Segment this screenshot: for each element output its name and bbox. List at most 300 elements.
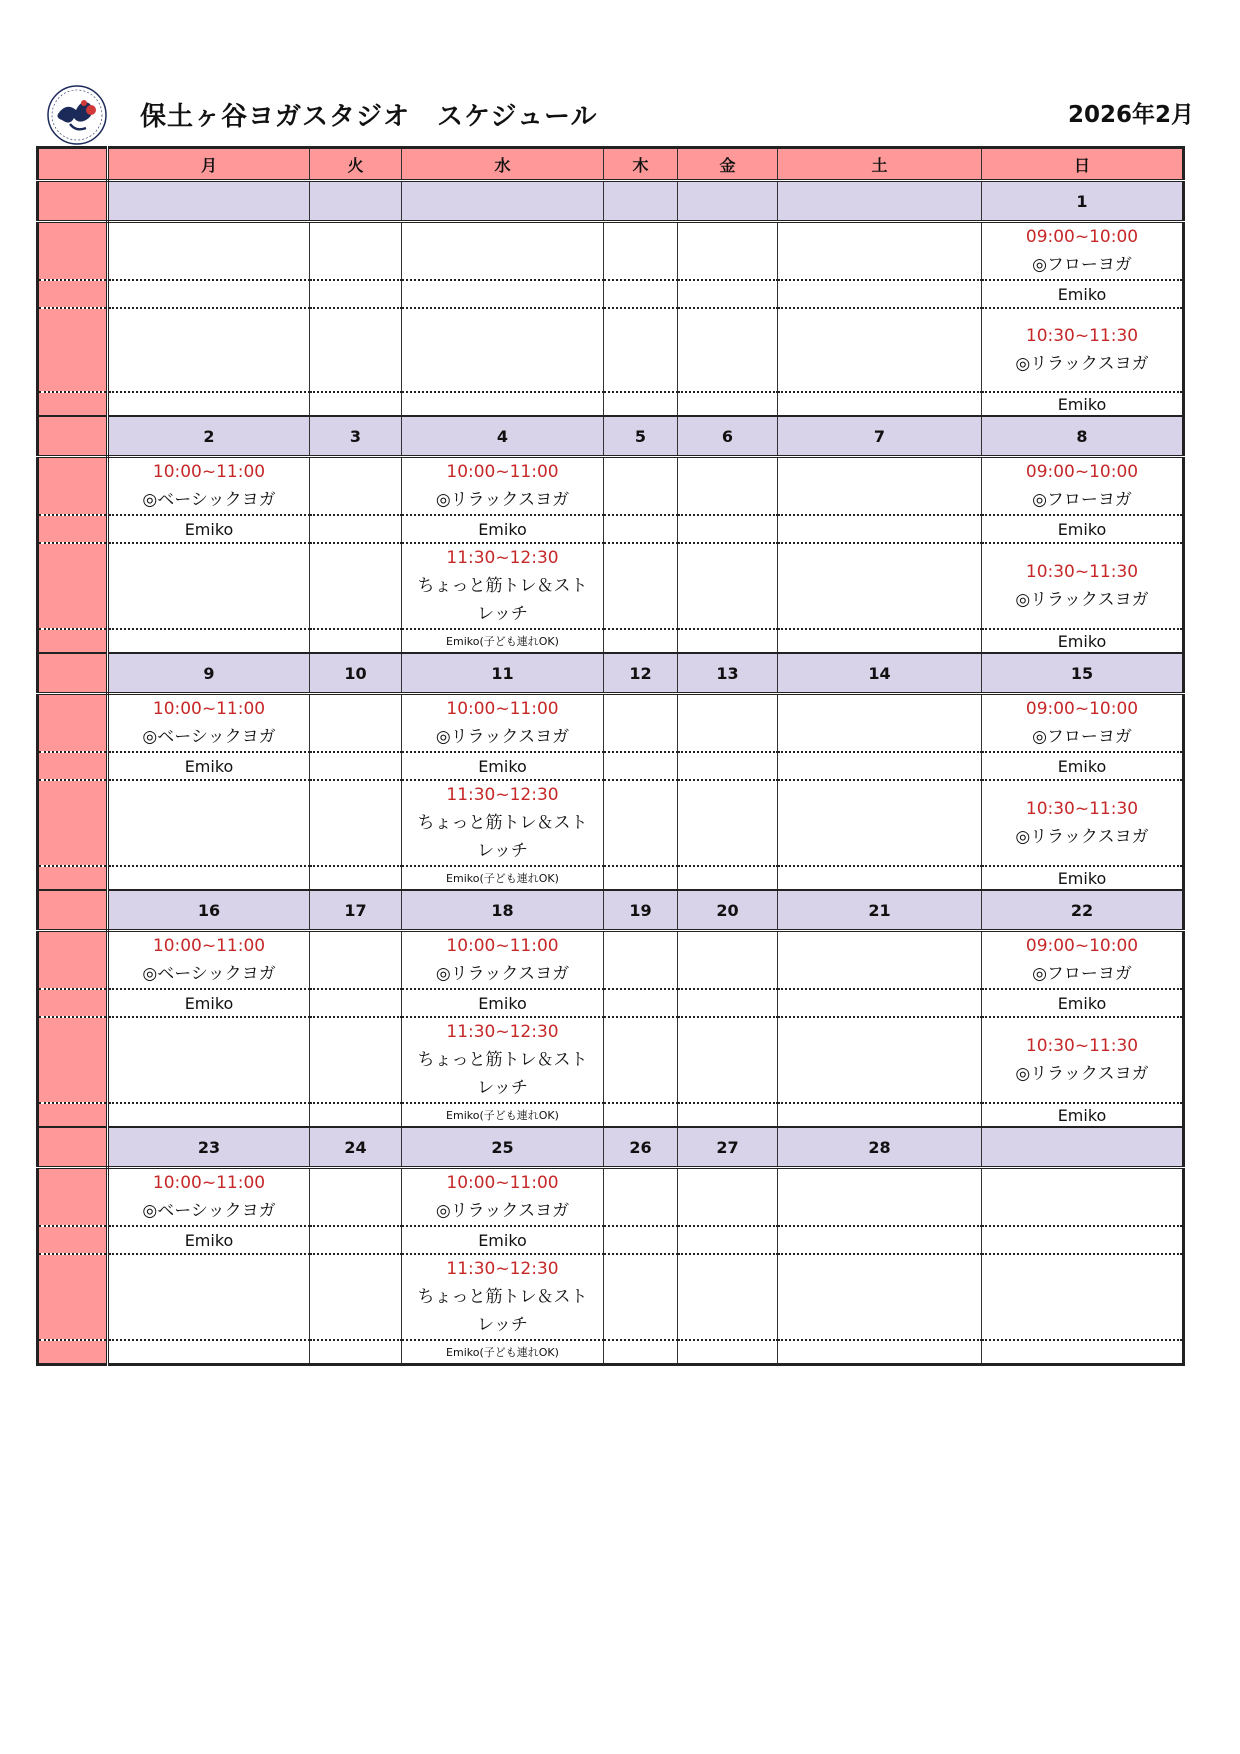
instructor-cell xyxy=(982,752,1184,780)
row-label-cell xyxy=(38,543,108,629)
class-cell xyxy=(982,1168,1184,1227)
instructor-cell xyxy=(402,1340,604,1365)
class-cell xyxy=(402,694,604,753)
instructor-cell xyxy=(310,515,402,543)
row-label-cell xyxy=(38,280,108,308)
instructor-name: Emiko xyxy=(1057,284,1107,304)
instructor-row xyxy=(38,392,1184,416)
instructor-cell xyxy=(982,1226,1184,1254)
date-cell: 20 xyxy=(678,890,778,931)
row-label-cell xyxy=(38,866,108,890)
class-cell xyxy=(778,931,982,990)
class-time: 11:30~12:30 xyxy=(446,785,559,805)
instructor-cell xyxy=(604,866,678,890)
instructor-name: Emiko xyxy=(184,993,234,1013)
class-name: ◎フローヨガ xyxy=(1032,255,1132,275)
weekday-2: 水 xyxy=(402,148,604,181)
row-label-cell xyxy=(38,1017,108,1103)
instructor-cell xyxy=(604,280,678,308)
class-cell xyxy=(604,1017,678,1103)
class-name: ◎フローヨガ xyxy=(1032,490,1132,510)
instructor-cell xyxy=(604,1103,678,1127)
class-cell xyxy=(982,780,1184,866)
class-time: 10:30~11:30 xyxy=(1025,799,1139,819)
instructor-name: Emiko xyxy=(478,993,527,1013)
class-time: 10:00~11:00 xyxy=(446,1173,559,1193)
instructor-cell xyxy=(108,629,310,653)
instructor-row xyxy=(38,280,1184,308)
date-cell: 2 xyxy=(108,416,310,457)
class-cell xyxy=(108,308,310,392)
class-name: ◎リラックスヨガ xyxy=(435,727,570,747)
class-time: 09:00~10:00 xyxy=(1025,227,1139,247)
instructor-cell xyxy=(678,280,778,308)
instructor-cell xyxy=(108,989,310,1017)
class-name: ◎ベーシックヨガ xyxy=(142,964,276,984)
instructor-cell xyxy=(402,1103,604,1127)
class-cell xyxy=(108,780,310,866)
date-cell xyxy=(678,181,778,222)
instructor-name: Emiko xyxy=(478,756,527,776)
class-time: 11:30~12:30 xyxy=(446,1259,559,1279)
weekday-4: 金 xyxy=(678,148,778,181)
row-label-cell xyxy=(38,222,108,281)
date-cell: 14 xyxy=(778,653,982,694)
instructor-name: Emiko xyxy=(1057,868,1107,888)
row-label-cell xyxy=(38,629,108,653)
class-cell xyxy=(402,222,604,281)
weekday-1: 火 xyxy=(310,148,402,181)
date-row xyxy=(38,181,1184,222)
class-cell xyxy=(310,222,402,281)
row-label-cell xyxy=(38,392,108,416)
instructor-cell xyxy=(402,280,604,308)
class-row xyxy=(38,1168,1184,1227)
class-cell xyxy=(402,308,604,392)
class-cell xyxy=(982,222,1184,281)
date-cell: 15 xyxy=(982,653,1184,694)
class-cell xyxy=(310,1168,402,1227)
instructor-cell xyxy=(778,629,982,653)
instructor-name: Emiko xyxy=(184,519,234,539)
class-cell xyxy=(982,543,1184,629)
date-cell: 9 xyxy=(108,653,310,694)
studio-logo-icon xyxy=(44,84,110,146)
class-cell xyxy=(982,1254,1184,1340)
class-cell xyxy=(108,931,310,990)
class-cell xyxy=(604,780,678,866)
date-cell: 5 xyxy=(604,416,678,457)
row-label-cell xyxy=(38,416,108,457)
instructor-name: Emiko xyxy=(1057,631,1107,651)
instructor-cell xyxy=(310,392,402,416)
class-cell xyxy=(982,308,1184,392)
instructor-cell xyxy=(402,989,604,1017)
date-cell: 3 xyxy=(310,416,402,457)
instructor-row xyxy=(38,1103,1184,1127)
class-cell xyxy=(310,780,402,866)
instructor-name: Emiko xyxy=(1057,1105,1107,1125)
class-cell xyxy=(778,1017,982,1103)
class-row xyxy=(38,694,1184,753)
class-cell xyxy=(604,308,678,392)
instructor-row xyxy=(38,629,1184,653)
class-name: ◎ベーシックヨガ xyxy=(142,490,276,510)
class-time: 10:30~11:30 xyxy=(1025,562,1139,582)
instructor-cell xyxy=(982,1103,1184,1127)
row-label-cell xyxy=(38,780,108,866)
class-name: ちょっと筋トレ＆スト xyxy=(417,1050,588,1070)
date-cell: 19 xyxy=(604,890,678,931)
class-cell xyxy=(678,1017,778,1103)
date-cell: 22 xyxy=(982,890,1184,931)
instructor-cell xyxy=(108,752,310,780)
class-cell xyxy=(678,694,778,753)
instructor-cell xyxy=(310,1340,402,1365)
class-cell xyxy=(678,931,778,990)
instructor-cell xyxy=(108,515,310,543)
class-cell xyxy=(678,222,778,281)
class-cell xyxy=(402,780,604,866)
class-cell xyxy=(604,931,678,990)
date-cell: 1 xyxy=(982,181,1184,222)
date-cell xyxy=(778,181,982,222)
row-label-cell xyxy=(38,1226,108,1254)
row-label-cell xyxy=(38,148,108,181)
class-time: 09:00~10:00 xyxy=(1025,462,1139,482)
instructor-cell xyxy=(402,629,604,653)
row-label-cell xyxy=(38,181,108,222)
class-cell xyxy=(778,222,982,281)
class-time: 10:00~11:00 xyxy=(446,936,559,956)
class-cell xyxy=(678,780,778,866)
class-cell xyxy=(310,694,402,753)
instructor-cell xyxy=(778,1226,982,1254)
instructor-cell xyxy=(982,392,1184,416)
class-name: ◎リラックスヨガ xyxy=(435,490,570,510)
class-cell xyxy=(108,1254,310,1340)
instructor-cell xyxy=(604,629,678,653)
instructor-cell xyxy=(982,280,1184,308)
instructor-cell xyxy=(778,280,982,308)
instructor-row xyxy=(38,752,1184,780)
instructor-name: Emiko xyxy=(478,519,527,539)
instructor-note: Emiko(子ども連れOK) xyxy=(446,872,559,885)
class-cell xyxy=(778,694,982,753)
row-label-cell xyxy=(38,694,108,753)
class-cell xyxy=(310,1254,402,1340)
class-cell xyxy=(310,543,402,629)
class-time: 09:00~10:00 xyxy=(1025,699,1139,719)
date-row xyxy=(38,890,1184,931)
instructor-cell xyxy=(108,1103,310,1127)
class-cell xyxy=(678,1168,778,1227)
class-cell xyxy=(402,1168,604,1227)
row-label-cell xyxy=(38,989,108,1017)
class-cell xyxy=(402,457,604,516)
instructor-row xyxy=(38,866,1184,890)
class-cell xyxy=(108,222,310,281)
class-cell xyxy=(310,931,402,990)
instructor-cell xyxy=(982,866,1184,890)
instructor-name: Emiko xyxy=(1057,756,1107,776)
instructor-row xyxy=(38,1340,1184,1365)
class-name: ◎リラックスヨガ xyxy=(1015,1064,1149,1084)
instructor-cell xyxy=(778,1340,982,1365)
class-cell xyxy=(402,543,604,629)
class-cell xyxy=(778,780,982,866)
row-label-cell xyxy=(38,1254,108,1340)
instructor-note: Emiko(子ども連れOK) xyxy=(446,635,559,648)
instructor-cell xyxy=(310,280,402,308)
date-cell: 24 xyxy=(310,1127,402,1168)
instructor-name: Emiko xyxy=(478,1230,527,1250)
class-name: ◎リラックスヨガ xyxy=(435,964,570,984)
class-cell xyxy=(604,694,678,753)
class-time: 10:00~11:00 xyxy=(152,699,266,719)
instructor-cell xyxy=(678,1103,778,1127)
date-cell xyxy=(310,181,402,222)
instructor-cell xyxy=(604,989,678,1017)
class-name: ◎リラックスヨガ xyxy=(1015,354,1149,374)
date-row xyxy=(38,1127,1184,1168)
row-label-cell xyxy=(38,515,108,543)
instructor-cell xyxy=(310,866,402,890)
instructor-cell xyxy=(402,392,604,416)
date-cell: 17 xyxy=(310,890,402,931)
instructor-note: Emiko(子ども連れOK) xyxy=(446,1346,559,1359)
weekday-0: 月 xyxy=(108,148,310,181)
instructor-cell xyxy=(678,989,778,1017)
class-cell xyxy=(778,1168,982,1227)
instructor-cell xyxy=(108,280,310,308)
class-cell xyxy=(604,457,678,516)
instructor-cell xyxy=(402,752,604,780)
class-cell xyxy=(982,457,1184,516)
class-name: ちょっと筋トレ＆スト xyxy=(417,813,588,833)
row-label-cell xyxy=(38,752,108,780)
instructor-cell xyxy=(310,629,402,653)
row-label-cell xyxy=(38,1103,108,1127)
weekday-5: 土 xyxy=(778,148,982,181)
class-cell xyxy=(310,457,402,516)
instructor-cell xyxy=(604,752,678,780)
instructor-cell xyxy=(778,1103,982,1127)
class-time: 10:00~11:00 xyxy=(446,462,559,482)
instructor-cell xyxy=(604,1226,678,1254)
class-name-continued: レッチ xyxy=(477,1315,528,1335)
instructor-cell xyxy=(108,1340,310,1365)
instructor-cell xyxy=(402,866,604,890)
date-cell: 27 xyxy=(678,1127,778,1168)
class-name: ◎リラックスヨガ xyxy=(1015,827,1149,847)
instructor-cell xyxy=(310,1103,402,1127)
instructor-cell xyxy=(108,866,310,890)
date-cell: 8 xyxy=(982,416,1184,457)
class-row xyxy=(38,780,1184,866)
schedule-table xyxy=(36,146,1185,1366)
class-time: 09:00~10:00 xyxy=(1025,936,1139,956)
class-cell xyxy=(982,931,1184,990)
class-name: ◎ベーシックヨガ xyxy=(142,727,276,747)
class-name: ちょっと筋トレ＆スト xyxy=(417,1287,588,1307)
schedule-month: 2026年2月 xyxy=(1067,102,1194,128)
class-name: ◎ベーシックヨガ xyxy=(142,1201,276,1221)
page-header xyxy=(36,80,1204,148)
instructor-cell xyxy=(678,752,778,780)
instructor-note: Emiko(子ども連れOK) xyxy=(446,1109,559,1122)
instructor-name: Emiko xyxy=(184,1230,234,1250)
class-name-continued: レッチ xyxy=(477,1078,528,1098)
class-cell xyxy=(778,457,982,516)
row-label-cell xyxy=(38,308,108,392)
date-cell: 25 xyxy=(402,1127,604,1168)
class-cell xyxy=(604,1168,678,1227)
date-cell xyxy=(604,181,678,222)
class-cell xyxy=(402,1017,604,1103)
class-time: 10:00~11:00 xyxy=(152,1173,266,1193)
class-name: ◎フローヨガ xyxy=(1032,964,1132,984)
instructor-cell xyxy=(778,866,982,890)
instructor-name: Emiko xyxy=(1057,519,1107,539)
instructor-name: Emiko xyxy=(1057,993,1107,1013)
date-cell: 23 xyxy=(108,1127,310,1168)
row-label-cell xyxy=(38,653,108,694)
instructor-cell xyxy=(108,392,310,416)
instructor-row xyxy=(38,1226,1184,1254)
instructor-cell xyxy=(678,866,778,890)
instructor-cell xyxy=(678,1340,778,1365)
class-cell xyxy=(402,1254,604,1340)
class-row xyxy=(38,222,1184,281)
class-cell xyxy=(604,543,678,629)
class-name-continued: レッチ xyxy=(477,841,528,861)
class-name: ちょっと筋トレ＆スト xyxy=(417,576,588,596)
class-cell xyxy=(310,1017,402,1103)
date-cell: 11 xyxy=(402,653,604,694)
class-row xyxy=(38,1017,1184,1103)
instructor-cell xyxy=(310,752,402,780)
instructor-cell xyxy=(982,515,1184,543)
date-cell: 16 xyxy=(108,890,310,931)
date-cell: 28 xyxy=(778,1127,982,1168)
class-time: 10:00~11:00 xyxy=(152,936,266,956)
date-cell: 4 xyxy=(402,416,604,457)
class-cell xyxy=(108,457,310,516)
class-row xyxy=(38,457,1184,516)
row-label-cell xyxy=(38,1168,108,1227)
class-cell xyxy=(678,543,778,629)
instructor-cell xyxy=(678,392,778,416)
date-cell: 7 xyxy=(778,416,982,457)
class-row xyxy=(38,543,1184,629)
date-cell: 18 xyxy=(402,890,604,931)
instructor-name: Emiko xyxy=(1057,394,1107,414)
instructor-cell xyxy=(402,515,604,543)
date-row xyxy=(38,416,1184,457)
instructor-cell xyxy=(982,629,1184,653)
instructor-cell xyxy=(982,1340,1184,1365)
instructor-cell xyxy=(678,629,778,653)
instructor-cell xyxy=(778,392,982,416)
date-cell xyxy=(982,1127,1184,1168)
class-name: ◎リラックスヨガ xyxy=(1015,590,1149,610)
class-row xyxy=(38,931,1184,990)
class-row xyxy=(38,308,1184,392)
date-cell: 13 xyxy=(678,653,778,694)
weekday-3: 木 xyxy=(604,148,678,181)
instructor-name: Emiko xyxy=(184,756,234,776)
date-cell xyxy=(402,181,604,222)
date-cell: 26 xyxy=(604,1127,678,1168)
instructor-cell xyxy=(982,989,1184,1017)
class-cell xyxy=(310,308,402,392)
date-row xyxy=(38,653,1184,694)
row-label-cell xyxy=(38,931,108,990)
row-label-cell xyxy=(38,457,108,516)
date-cell: 12 xyxy=(604,653,678,694)
class-time: 10:30~11:30 xyxy=(1025,326,1139,346)
date-cell: 6 xyxy=(678,416,778,457)
class-cell xyxy=(108,1168,310,1227)
weekday-header-row xyxy=(38,148,1184,181)
class-cell xyxy=(778,1254,982,1340)
class-cell xyxy=(108,694,310,753)
row-label-cell xyxy=(38,1340,108,1365)
date-cell: 10 xyxy=(310,653,402,694)
row-label-cell xyxy=(38,890,108,931)
page-title: 保土ヶ谷ヨガスタジオ スケジュール xyxy=(140,102,598,132)
class-name-continued: レッチ xyxy=(477,604,528,624)
instructor-cell xyxy=(108,1226,310,1254)
date-cell xyxy=(108,181,310,222)
class-cell xyxy=(982,694,1184,753)
instructor-cell xyxy=(778,752,982,780)
class-cell xyxy=(402,931,604,990)
class-cell xyxy=(778,308,982,392)
instructor-cell xyxy=(604,392,678,416)
instructor-cell xyxy=(778,989,982,1017)
class-time: 10:30~11:30 xyxy=(1025,1036,1139,1056)
class-time: 11:30~12:30 xyxy=(446,1022,559,1042)
class-cell xyxy=(108,1017,310,1103)
instructor-cell xyxy=(604,1340,678,1365)
class-cell xyxy=(678,308,778,392)
class-time: 10:00~11:00 xyxy=(152,462,266,482)
instructor-cell xyxy=(310,1226,402,1254)
instructor-cell xyxy=(604,515,678,543)
class-cell xyxy=(604,222,678,281)
date-cell: 21 xyxy=(778,890,982,931)
weekday-6: 日 xyxy=(982,148,1184,181)
class-name: ◎フローヨガ xyxy=(1032,727,1132,747)
class-cell xyxy=(604,1254,678,1340)
class-cell xyxy=(678,457,778,516)
instructor-cell xyxy=(678,1226,778,1254)
row-label-cell xyxy=(38,1127,108,1168)
instructor-cell xyxy=(778,515,982,543)
instructor-cell xyxy=(678,515,778,543)
instructor-row xyxy=(38,515,1184,543)
instructor-cell xyxy=(402,1226,604,1254)
class-time: 10:00~11:00 xyxy=(446,699,559,719)
instructor-cell xyxy=(310,989,402,1017)
instructor-row xyxy=(38,989,1184,1017)
class-time: 11:30~12:30 xyxy=(446,548,559,568)
class-cell xyxy=(982,1017,1184,1103)
class-cell xyxy=(778,543,982,629)
class-cell xyxy=(108,543,310,629)
